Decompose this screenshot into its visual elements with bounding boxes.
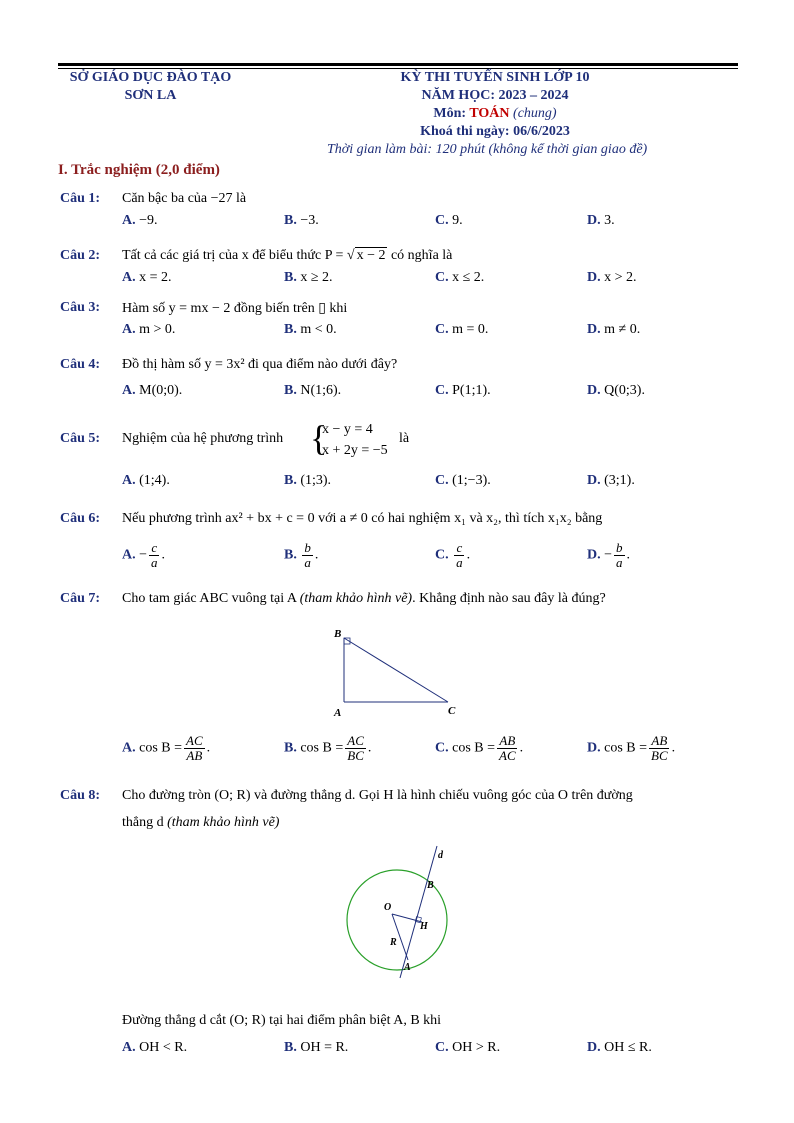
question-5-stem-before: Nghiệm của hệ phương trình [122, 431, 284, 446]
subject-prefix: Môn: [433, 106, 470, 121]
option-d[interactable]: D. − $\frac{b}{a}$ . [587, 540, 631, 570]
option-c[interactable]: C. m = 0. [435, 322, 489, 337]
vertex-label-c: C [448, 705, 456, 717]
option-c[interactable]: C. P(1;1). [435, 383, 491, 398]
option-a[interactable]: A. m > 0. [122, 322, 176, 337]
question-8-stem-line-1: Cho đường tròn (O; R) và đường thẳng d. Gọi H là hình chiếu vuông góc của O trên đường [122, 788, 633, 803]
option-b[interactable]: B. OH = R. [284, 1040, 349, 1055]
option-c[interactable]: C. x ≤ 2. [435, 270, 485, 285]
option-d[interactable]: D. x > 2. [587, 270, 637, 285]
school-year: NĂM HỌC: 2023 – 2024 [421, 88, 569, 103]
option-c[interactable]: C. OH > R. [435, 1040, 501, 1055]
option-d[interactable]: D. (3;1). [587, 473, 635, 488]
section-title: I. Trắc nghiệm (2,0 điểm) [58, 162, 220, 178]
option-d[interactable]: D. m ≠ 0. [587, 322, 641, 337]
point-label-h: H [420, 921, 428, 932]
radius-label-r: R [390, 937, 397, 948]
option-b[interactable]: B. m < 0. [284, 322, 337, 337]
line-label-d: d [438, 850, 443, 861]
header-rule-thick [58, 63, 738, 66]
option-c[interactable]: C. $\frac{c}{a}$ . [435, 540, 471, 570]
option-a[interactable]: A. −9. [122, 213, 158, 228]
option-b[interactable]: B. −3. [284, 213, 319, 228]
question-8-label: Câu 8: [60, 788, 101, 803]
question-8-stem-after-figure: Đường thẳng d cắt (O; R) tại hai điểm phân biệt A, B khi [122, 1013, 442, 1028]
option-b[interactable]: B. $\frac{b}{a}$ . [284, 540, 319, 570]
question-2-label: Câu 2: [60, 248, 101, 263]
time-limit: Thời gian làm bài: 120 phút (không kể thời gian giao đề) [327, 142, 648, 157]
option-a[interactable]: A. M(0;0). [122, 383, 183, 398]
option-b[interactable]: B. cos B = $\frac{AC}{BC}$ . [284, 733, 372, 763]
subject-suffix: (chung) [513, 106, 557, 121]
question-5-label: Câu 5: [60, 431, 101, 446]
question-4-stem: Đồ thị hàm số y = 3x² đi qua điểm nào dưới đây? [122, 357, 398, 372]
question-5-stem-after: là [399, 431, 410, 446]
question-1-stem: Căn bậc ba của −27 là [122, 191, 247, 206]
option-a[interactable]: A. OH < R. [122, 1040, 188, 1055]
option-d[interactable]: D. cos B = $\frac{AB}{BC}$ . [587, 733, 676, 763]
system-brace: { [310, 418, 328, 458]
option-d[interactable]: D. OH ≤ R. [587, 1040, 652, 1055]
question-8-stem-line-2: thẳng d (tham khảo hình vẽ) [122, 815, 280, 830]
subject-name: TOÁN [469, 106, 510, 121]
system-equation-2: x + 2y = −5 [322, 443, 388, 458]
option-c[interactable]: C. (1;−3). [435, 473, 491, 488]
option-d[interactable]: D. 3. [587, 213, 615, 228]
question-6-stem: Nếu phương trình ax² + bx + c = 0 với a ≠ 0 có hai nghiệm x₁ và x₂, thì tích x₁x₂ bằng [122, 511, 603, 526]
option-c[interactable]: C. cos B = $\frac{AB}{AC}$ . [435, 733, 524, 763]
header-rule-thin [58, 68, 738, 69]
question-3-label: Câu 3: [60, 300, 101, 315]
triangle-abc-figure [330, 624, 465, 724]
question-3-stem: Hàm số y = mx − 2 đồng biến trên ▯ khi [122, 301, 348, 316]
question-7-stem: Cho tam giác ABC vuông tại A (tham khảo hình vẽ). Khẳng định nào sau đây là đúng? [122, 591, 606, 606]
option-a[interactable]: A. − $\frac{c}{a}$ . [122, 540, 166, 570]
point-label-b: B [427, 880, 434, 891]
circle-line-figure [340, 842, 460, 982]
point-label-o: O [384, 902, 392, 913]
option-a[interactable]: A. x = 2. [122, 270, 172, 285]
subject-line [360, 106, 630, 122]
question-2-stem: Tất cả các giá trị của x để biểu thức P = √ x − 2 có nghĩa là [122, 248, 453, 263]
issuer-name: SỞ GIÁO DỤC ĐÀO TẠO [69, 70, 232, 85]
option-b[interactable]: B. (1;3). [284, 473, 332, 488]
question-4-label: Câu 4: [60, 357, 101, 372]
option-b[interactable]: B. N(1;6). [284, 383, 342, 398]
question-1-label: Câu 1: [60, 191, 101, 206]
exam-date: Khoá thi ngày: 06/6/2023 [420, 124, 570, 139]
system-equation-1: x − y = 4 [322, 422, 373, 437]
vertex-label-a: A [334, 707, 342, 719]
option-a[interactable]: A. (1;4). [122, 473, 170, 488]
point-label-a: A [404, 962, 411, 973]
option-c[interactable]: C. 9. [435, 213, 463, 228]
exam-title: KỲ THI TUYỂN SINH LỚP 10 [400, 70, 590, 85]
issuer-province: SƠN LA [124, 88, 177, 103]
question-7-label: Câu 7: [60, 591, 101, 606]
question-6-label: Câu 6: [60, 511, 101, 526]
option-b[interactable]: B. x ≥ 2. [284, 270, 333, 285]
option-d[interactable]: D. Q(0;3). [587, 383, 645, 398]
option-a[interactable]: A. cos B = $\frac{AC}{AB}$ . [122, 733, 211, 763]
vertex-label-b: B [334, 628, 342, 640]
